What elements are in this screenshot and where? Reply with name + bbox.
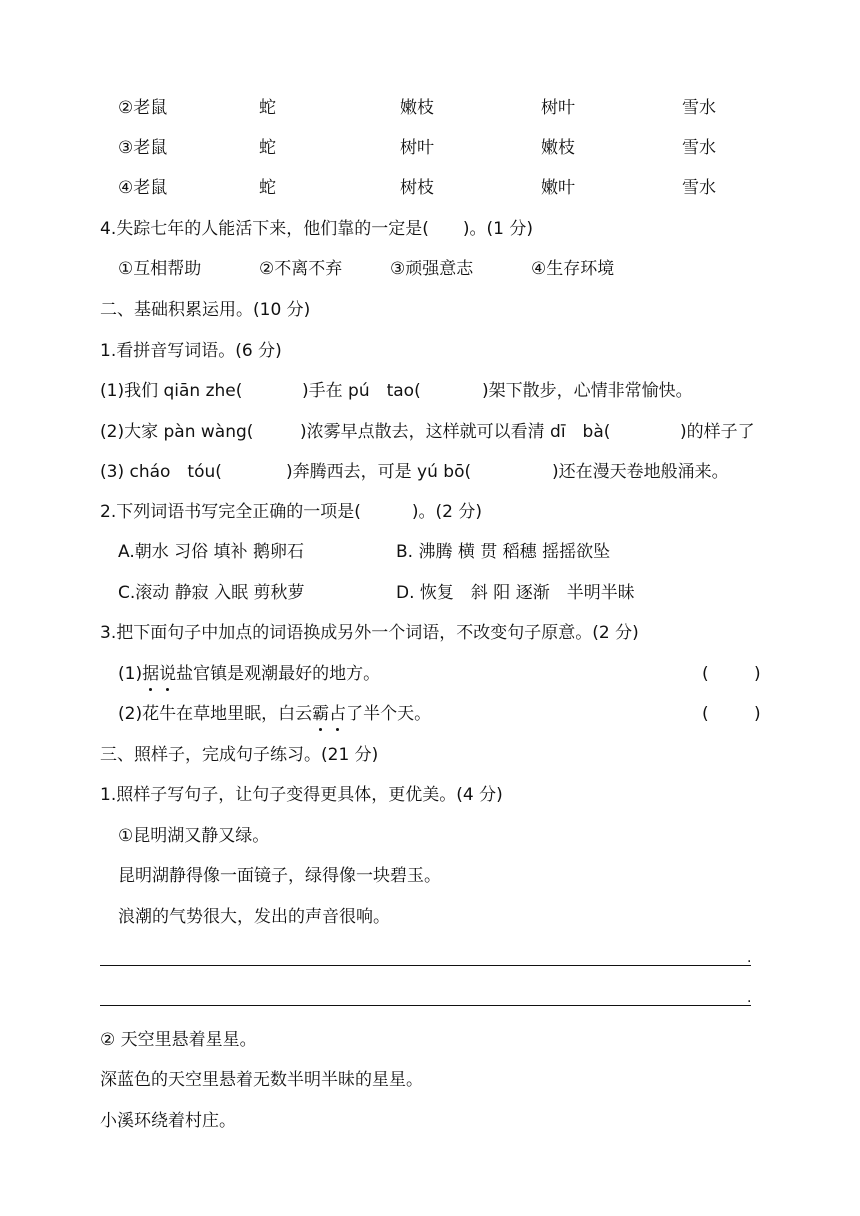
dotted-sentence-2: (2)花牛在草地里眠，白云霸占了半个天。 (118, 704, 432, 724)
option-cell: 雪水 (682, 98, 716, 118)
s2-q3-title: 3.把下面句子中加点的词语换成另外一个词语，不改变句子原意。(2 分) (100, 623, 639, 643)
option-cell: 蛇 (259, 138, 276, 158)
answer-line[interactable] (100, 965, 751, 966)
answer-paren-close: ) (754, 664, 761, 684)
example-2-model: 深蓝色的天空里悬着无数半明半昧的星星。 (100, 1070, 423, 1090)
option-cell: 雪水 (682, 178, 716, 198)
pinyin-line-1-a: (1)我们 qiān zhe( (100, 381, 243, 401)
section-3-title: 三、照样子，完成句子练习。(21 分) (100, 745, 379, 765)
option-cell: 蛇 (259, 98, 276, 118)
pinyin-line-2-a: (2)大家 pàn wàng( (100, 422, 254, 442)
choice-b: B. 沸腾 横 贯 稻穗 摇摇欲坠 (396, 542, 611, 562)
dotted-char: 霸 (312, 704, 330, 724)
option-cell: ③老鼠 (118, 138, 168, 158)
option-cell: 树叶 (541, 98, 575, 118)
option-cell: 嫩枝 (541, 138, 575, 158)
pinyin-line-2-b: )浓雾早点散去，这样就可以看清 dī bà( (300, 422, 611, 442)
option-cell: ②老鼠 (118, 98, 168, 118)
line-end-mark: . (747, 950, 752, 966)
answer-paren-open: ( (702, 664, 709, 684)
example-2-prompt: 小溪环绕着村庄。 (100, 1111, 236, 1131)
pinyin-line-2-c: )的样子了 (680, 422, 755, 442)
dotted-char: 据 (142, 664, 160, 684)
pinyin-line-1-b: )手在 pú tao( (302, 381, 421, 401)
dotted-char: 说 (159, 664, 177, 684)
line-end-mark: . (747, 990, 752, 1006)
s2-q2-title: 2.下列词语书写完全正确的一项是( )。(2 分) (100, 502, 482, 522)
pinyin-line-1-c: )架下散步，心情非常愉快。 (482, 381, 693, 401)
option-cell: 雪水 (682, 138, 716, 158)
q4-option: ④生存环境 (531, 259, 615, 279)
pinyin-line-3-a: (3) cháo tóu( (100, 462, 222, 482)
option-cell: 蛇 (259, 178, 276, 198)
answer-paren-open: ( (702, 704, 709, 724)
option-cell: 嫩枝 (400, 98, 434, 118)
answer-line[interactable] (100, 1005, 751, 1006)
q4-option: ①互相帮助 (118, 259, 202, 279)
s2-q1-title: 1.看拼音写词语。(6 分) (100, 341, 282, 361)
dotted-sentence-1: (1)据说盐官镇是观潮最好的地方。 (118, 664, 381, 684)
example-1-label: ①昆明湖又静又绿。 (118, 826, 270, 846)
pinyin-line-3-b: )奔腾西去，可是 yú bō( (286, 462, 472, 482)
option-cell: 嫩叶 (541, 178, 575, 198)
section-2-title: 二、基础积累运用。(10 分) (100, 300, 311, 320)
option-cell: 树枝 (400, 178, 434, 198)
choice-a: A.朝水 习俗 填补 鹅卵石 (118, 542, 304, 562)
option-cell: 树叶 (400, 138, 434, 158)
example-2-label: ② 天空里悬着星星。 (100, 1030, 257, 1050)
pinyin-line-3-c: )还在漫天卷地般涌来。 (552, 462, 729, 482)
dotted-char: 占 (329, 704, 347, 724)
example-1-model: 昆明湖静得像一面镜子，绿得像一块碧玉。 (118, 866, 441, 886)
q4-option: ②不离不弃 (259, 259, 343, 279)
question-4: 4.失踪七年的人能活下来，他们靠的一定是( )。(1 分) (100, 219, 533, 239)
example-1-prompt: 浪潮的气势很大，发出的声音很响。 (118, 907, 390, 927)
answer-paren-close: ) (754, 704, 761, 724)
q4-option: ③顽强意志 (390, 259, 474, 279)
choice-d: D. 恢复 斜 阳 逐渐 半明半昧 (396, 583, 635, 603)
s3-q1-title: 1.照样子写句子，让句子变得更具体，更优美。(4 分) (100, 785, 503, 805)
option-cell: ④老鼠 (118, 178, 168, 198)
choice-c: C.滚动 静寂 入眠 剪秋萝 (118, 583, 305, 603)
